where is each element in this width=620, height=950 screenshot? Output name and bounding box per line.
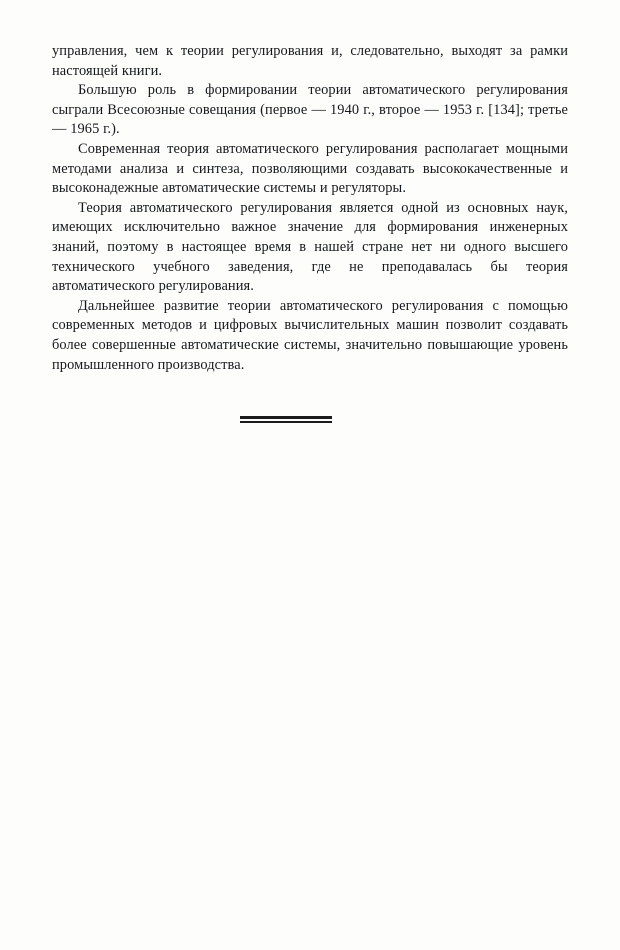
divider-rule-top [240, 416, 332, 419]
paragraph-2-text: Большую роль в формировании теории автоматического регулирования сыграли Всесоюзные совещания (первое — 1940 г., второе — 1953 г. [134]; третье — 1965 г.). [52, 82, 568, 138]
paragraph-5-text: Дальнейшее развитие теории автоматического регулирования с помощью современных методов и цифровых вычислительных машин позволит создавать более совершенные автоматические системы, значительно повышающие уровень промышленного производства. [52, 297, 568, 373]
paragraph-3 [52, 140, 568, 199]
paragraph-3-text: Современная теория автоматического регулирования располагает мощными методами анализа и синтеза, позволяющими создавать высококачественные и высоконадежные автоматические системы и регуляторы. [52, 140, 568, 197]
paragraph-2 [52, 81, 568, 140]
body-text [52, 42, 568, 375]
paragraph-4 [52, 199, 568, 297]
divider-rule-bottom [240, 421, 332, 423]
paragraph-1-text: управления, чем к теории регулирования и, следовательно, выходят за рамки настоящей книги. [52, 43, 568, 79]
paragraph-1 [52, 42, 568, 81]
paragraph-4-text: Теория автоматического регулирования является одной из основных наук, имеющих исключительно важное значение для формирования инженерных знаний, поэтому в настоящее время в нашей стране нет ни одного высшего технического учебного заведения, где не преподавалась бы теория автоматического регулирования. [52, 199, 568, 295]
paragraph-5 [52, 297, 568, 375]
